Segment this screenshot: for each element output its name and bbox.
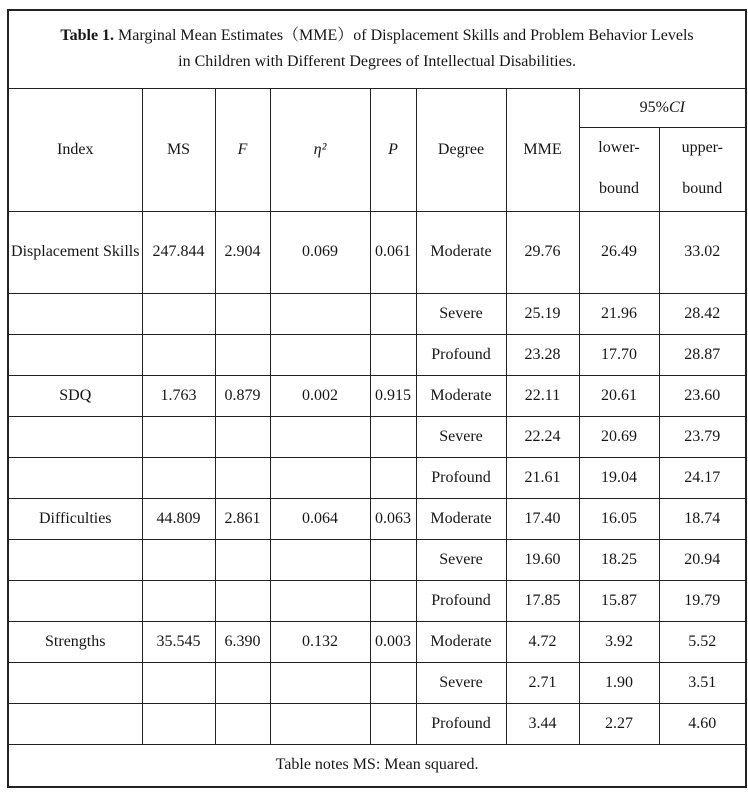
cell-mme: 3.44 bbox=[506, 703, 579, 744]
cell-f bbox=[215, 580, 270, 621]
cell-f bbox=[215, 416, 270, 457]
cell-upper: 3.51 bbox=[659, 662, 746, 703]
header-f: F bbox=[215, 88, 270, 211]
cell-f: 6.390 bbox=[215, 621, 270, 662]
cell-mme: 29.76 bbox=[506, 211, 579, 293]
cell-p bbox=[370, 293, 416, 334]
header-upper-bound: upper- bound bbox=[659, 127, 746, 211]
cell-p: 0.915 bbox=[370, 375, 416, 416]
cell-lower: 17.70 bbox=[579, 334, 659, 375]
cell-mme: 17.40 bbox=[506, 498, 579, 539]
cell-index bbox=[8, 539, 142, 580]
cell-mme: 22.24 bbox=[506, 416, 579, 457]
cell-lower: 16.05 bbox=[579, 498, 659, 539]
cell-degree: Profound bbox=[416, 580, 506, 621]
cell-f bbox=[215, 539, 270, 580]
table-row bbox=[8, 416, 746, 457]
cell-lower: 21.96 bbox=[579, 293, 659, 334]
table-row bbox=[8, 539, 746, 580]
cell-degree: Severe bbox=[416, 662, 506, 703]
table-row bbox=[8, 580, 746, 621]
cell-mme: 25.19 bbox=[506, 293, 579, 334]
cell-p bbox=[370, 416, 416, 457]
cell-mme: 19.60 bbox=[506, 539, 579, 580]
cell-lower: 1.90 bbox=[579, 662, 659, 703]
cell-ms bbox=[142, 703, 215, 744]
cell-lower: 18.25 bbox=[579, 539, 659, 580]
cell-eta2: 0.002 bbox=[270, 375, 370, 416]
cell-ms bbox=[142, 457, 215, 498]
cell-eta2 bbox=[270, 293, 370, 334]
cell-ms bbox=[142, 416, 215, 457]
header-index: Index bbox=[8, 88, 142, 211]
header-95ci bbox=[579, 88, 746, 127]
cell-upper: 18.74 bbox=[659, 498, 746, 539]
cell-index: Displacement Skills bbox=[8, 211, 142, 293]
cell-mme: 21.61 bbox=[506, 457, 579, 498]
mme-table bbox=[7, 9, 747, 788]
cell-index bbox=[8, 293, 142, 334]
table-title-line2: in Children with Different Degrees of Intellectual Disabilities. bbox=[178, 53, 576, 71]
cell-f bbox=[215, 662, 270, 703]
header-p: P bbox=[370, 88, 416, 211]
cell-lower: 26.49 bbox=[579, 211, 659, 293]
header-95ci-label: CI bbox=[668, 98, 685, 116]
table-title-label: Table 1. bbox=[60, 27, 115, 45]
cell-degree: Moderate bbox=[416, 375, 506, 416]
cell-p bbox=[370, 457, 416, 498]
cell-index bbox=[8, 457, 142, 498]
cell-lower: 20.61 bbox=[579, 375, 659, 416]
cell-index: SDQ bbox=[8, 375, 142, 416]
cell-eta2 bbox=[270, 580, 370, 621]
cell-f: 2.861 bbox=[215, 498, 270, 539]
cell-ms bbox=[142, 580, 215, 621]
cell-upper: 4.60 bbox=[659, 703, 746, 744]
cell-eta2 bbox=[270, 539, 370, 580]
table-title-line1 bbox=[9, 23, 745, 49]
cell-degree: Profound bbox=[416, 334, 506, 375]
table-title bbox=[8, 10, 746, 88]
cell-ms bbox=[142, 539, 215, 580]
cell-upper: 19.79 bbox=[659, 580, 746, 621]
cell-mme: 2.71 bbox=[506, 662, 579, 703]
table-row bbox=[8, 498, 746, 539]
table-row bbox=[8, 211, 746, 293]
cell-degree: Severe bbox=[416, 293, 506, 334]
header-ms: MS bbox=[142, 88, 215, 211]
cell-f: 2.904 bbox=[215, 211, 270, 293]
cell-degree: Severe bbox=[416, 539, 506, 580]
cell-ms: 1.763 bbox=[142, 375, 215, 416]
cell-lower: 2.27 bbox=[579, 703, 659, 744]
table-row bbox=[8, 621, 746, 662]
cell-mme: 23.28 bbox=[506, 334, 579, 375]
cell-index bbox=[8, 662, 142, 703]
title-row bbox=[8, 10, 746, 88]
cell-degree: Moderate bbox=[416, 211, 506, 293]
table-row bbox=[8, 662, 746, 703]
cell-index: Strengths bbox=[8, 621, 142, 662]
cell-eta2 bbox=[270, 334, 370, 375]
cell-degree: Profound bbox=[416, 457, 506, 498]
cell-upper: 23.79 bbox=[659, 416, 746, 457]
header-95ci-prefix: 95% bbox=[639, 98, 669, 116]
header-row-top bbox=[8, 88, 746, 127]
cell-degree: Severe bbox=[416, 416, 506, 457]
cell-lower: 19.04 bbox=[579, 457, 659, 498]
cell-ms bbox=[142, 662, 215, 703]
cell-index bbox=[8, 416, 142, 457]
cell-lower: 15.87 bbox=[579, 580, 659, 621]
table-row bbox=[8, 293, 746, 334]
cell-ms bbox=[142, 334, 215, 375]
cell-mme: 22.11 bbox=[506, 375, 579, 416]
cell-p: 0.061 bbox=[370, 211, 416, 293]
cell-eta2 bbox=[270, 416, 370, 457]
cell-p bbox=[370, 539, 416, 580]
cell-index bbox=[8, 580, 142, 621]
cell-upper: 20.94 bbox=[659, 539, 746, 580]
cell-degree: Moderate bbox=[416, 498, 506, 539]
cell-p bbox=[370, 580, 416, 621]
cell-upper: 28.42 bbox=[659, 293, 746, 334]
cell-degree: Profound bbox=[416, 703, 506, 744]
table-notes: Table notes MS: Mean squared. bbox=[8, 744, 746, 787]
cell-eta2: 0.132 bbox=[270, 621, 370, 662]
cell-index: Difficulties bbox=[8, 498, 142, 539]
table-title-text1: Marginal Mean Estimates（MME）of Displacement Skills and Problem Behavior Levels bbox=[118, 27, 694, 45]
cell-eta2 bbox=[270, 457, 370, 498]
cell-eta2 bbox=[270, 703, 370, 744]
cell-eta2: 0.064 bbox=[270, 498, 370, 539]
cell-lower: 20.69 bbox=[579, 416, 659, 457]
cell-f bbox=[215, 293, 270, 334]
cell-p: 0.063 bbox=[370, 498, 416, 539]
cell-f bbox=[215, 334, 270, 375]
cell-upper: 33.02 bbox=[659, 211, 746, 293]
cell-lower: 3.92 bbox=[579, 621, 659, 662]
table-row bbox=[8, 375, 746, 416]
cell-f: 0.879 bbox=[215, 375, 270, 416]
cell-ms: 35.545 bbox=[142, 621, 215, 662]
cell-f bbox=[215, 457, 270, 498]
notes-row bbox=[8, 744, 746, 787]
cell-degree: Moderate bbox=[416, 621, 506, 662]
cell-eta2 bbox=[270, 662, 370, 703]
table-row bbox=[8, 457, 746, 498]
cell-p: 0.003 bbox=[370, 621, 416, 662]
cell-ms bbox=[142, 293, 215, 334]
cell-mme: 17.85 bbox=[506, 580, 579, 621]
cell-p bbox=[370, 662, 416, 703]
header-degree: Degree bbox=[416, 88, 506, 211]
cell-upper: 28.87 bbox=[659, 334, 746, 375]
header-mme: MME bbox=[506, 88, 579, 211]
header-eta-squared: η² bbox=[270, 88, 370, 211]
cell-eta2: 0.069 bbox=[270, 211, 370, 293]
cell-ms: 44.809 bbox=[142, 498, 215, 539]
cell-mme: 4.72 bbox=[506, 621, 579, 662]
cell-index bbox=[8, 334, 142, 375]
table-row bbox=[8, 703, 746, 744]
table-row bbox=[8, 334, 746, 375]
cell-p bbox=[370, 703, 416, 744]
cell-f bbox=[215, 703, 270, 744]
cell-upper: 5.52 bbox=[659, 621, 746, 662]
cell-ms: 247.844 bbox=[142, 211, 215, 293]
cell-upper: 23.60 bbox=[659, 375, 746, 416]
header-lower-bound: lower- bound bbox=[579, 127, 659, 211]
cell-p bbox=[370, 334, 416, 375]
cell-index bbox=[8, 703, 142, 744]
cell-upper: 24.17 bbox=[659, 457, 746, 498]
